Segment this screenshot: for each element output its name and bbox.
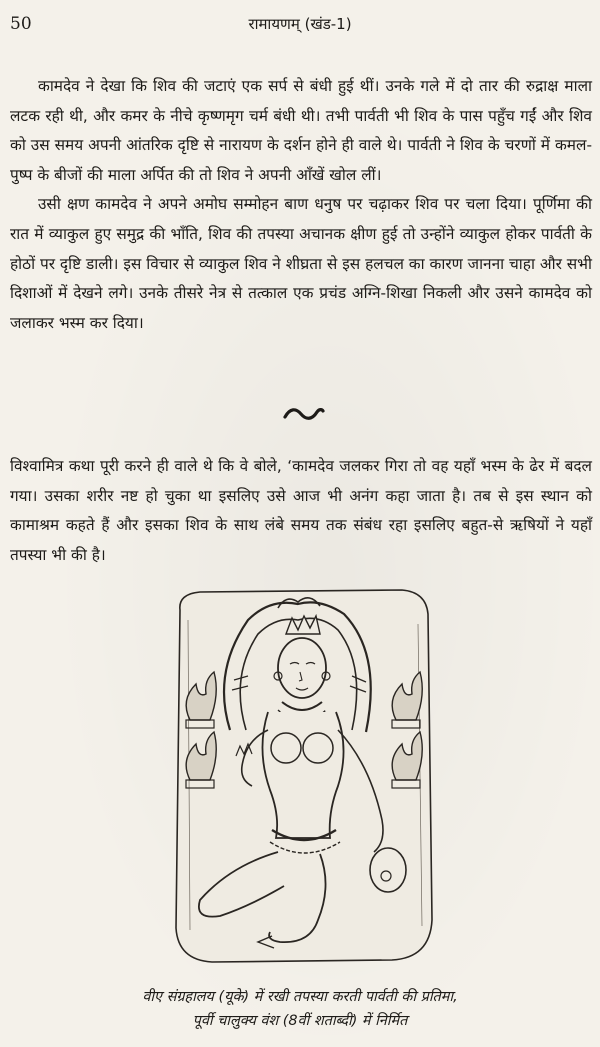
page-number: 50 bbox=[10, 14, 32, 34]
text-block-top bbox=[10, 72, 592, 338]
section-divider-ornament bbox=[282, 405, 326, 423]
caption-line-1: वीए संग्रहालय (यूके) में रखी तपस्या करती पार्वती की प्रतिमा, bbox=[142, 989, 458, 1005]
parvati-statue-illustration bbox=[160, 580, 442, 968]
paragraph-2: उसी क्षण कामदेव ने अपने अमोघ सम्मोहन बाण धनुष पर चढ़ाकर शिव पर चला दिया। पूर्णिमा की रात में व्याकुल हुए समुद्र की भाँति, शिव की तपस्या अचानक क्षीण हुई तो उन्होंने व्याकुल होकर पार्वती के होठों पर दृष्टि डाली। इस विचार से व्याकुल शिव ने शीघ्रता से इस हलचल का कारण जानना चाहा और सभी दिशाओं में देखने लगे। उनके तीसरे नेत्र से तत्काल एक प्रचंड अग्नि-शिखा निकली और उसने कामदेव को जलाकर भस्म कर दिया। bbox=[10, 195, 592, 332]
running-title: रामायणम् (खंड-1) bbox=[248, 15, 352, 33]
page-header bbox=[0, 14, 600, 38]
paragraph-3: विश्वामित्र कथा पूरी करने ही वाले थे कि वे बोले, ‘कामदेव जलकर गिरा तो वह यहाँ भस्म के ढेर में बदल गया। उसका शरीर नष्ट हो चुका था इसलिए उसे आज भी अनंग कहा जाता है। तब से इस स्थान को कामाश्रम कहते हैं और इसका शिव के साथ लंबे समय तक संबंध रहा इसलिए बहुत-से ऋषियों ने यहाँ तपस्या भी की है। bbox=[10, 457, 592, 564]
paragraph-1: कामदेव ने देखा कि शिव की जटाएं एक सर्प से बंधी हुई थीं। उनके गले में दो तार की रुद्राक्ष माला लटक रही थी, और कमर के नीचे कृष्णमृग चर्म बंधी थी। तभी पार्वती भी शिव के पास पहुँच गईं और शिव को उस समय अपनी आंतरिक दृष्टि से नारायण के दर्शन होने ही वाले थे। पार्वती ने शिव के चरणों में कमल-पुष्प के बीजों की माला अर्पित की तो शिव ने अपनी आँखें खोल लीं। bbox=[10, 77, 592, 184]
caption-line-2: पूर्वी चालुक्य वंश (8वीं शताब्दी) में निर्मित bbox=[192, 1013, 408, 1029]
text-block-bottom bbox=[10, 452, 592, 570]
figure-caption bbox=[0, 985, 600, 1033]
